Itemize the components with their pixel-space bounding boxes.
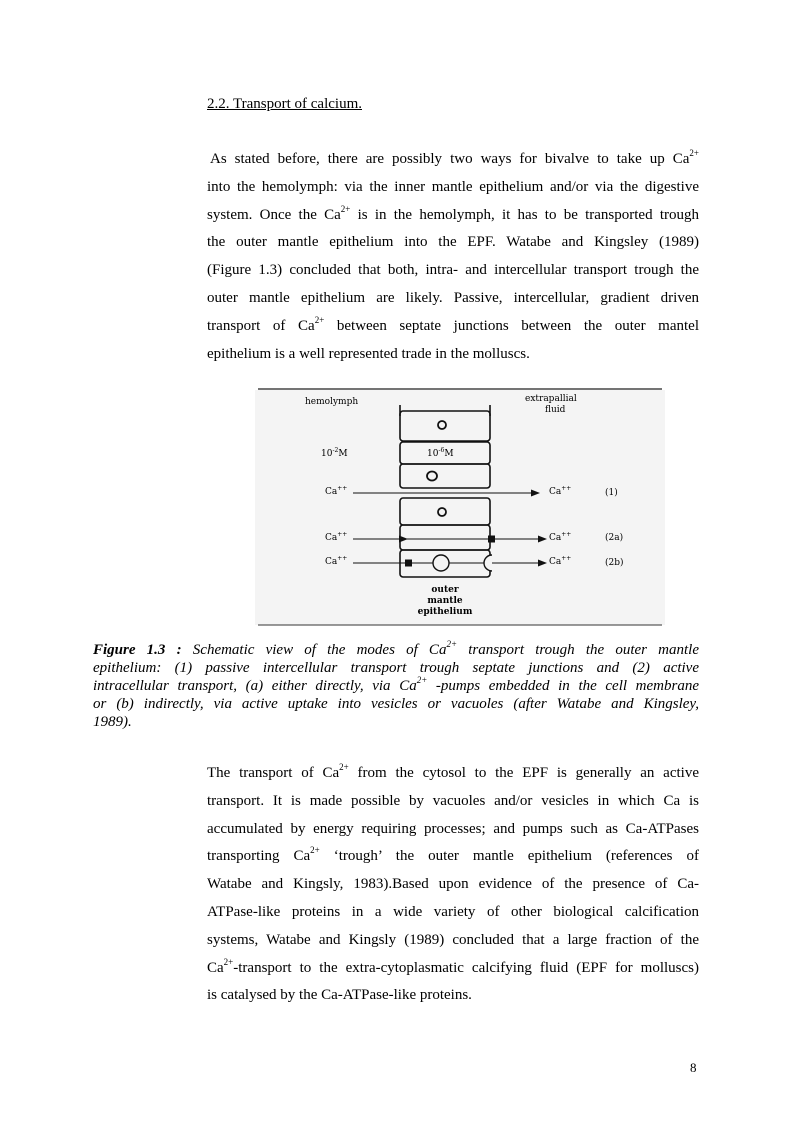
paragraph-1-line: outer mantle epithelium are likely. Passive, intercellular, gradient driven [207,289,699,306]
route-1-label: (1) [605,488,618,498]
paragraph-2-line: transport. It is made possible by vacuoles and/or vesicles in which Ca is [207,792,699,809]
route-2b-ion-right: Ca++ [549,555,572,567]
caption-line: Figure 1.3 : Schematic view of the modes of $Ca^{2+}$ transport trough the outer mantle [93,639,700,658]
paragraph-1-line: epithelium is a well represented trade in the molluscs. [207,345,530,362]
caption-label: Figure 1.3 : [93,642,182,658]
paragraph-1-line: into the hemolymph: via the inner mantle epithelium and/or via the digestive [207,178,699,195]
calcium-pump [488,536,495,543]
epf-label-line2: fluid [545,405,566,415]
paragraph-2-line: is catalysed by the Ca-ATPase-like proteins. [207,987,472,1004]
epf-label-line1: extrapallial [525,394,577,404]
route-2a-label: (2a) [605,533,624,543]
route-1-ion-right: Ca++ [549,485,572,497]
paragraph-1-line: the outer mantle epithelium into the EPF. Watabe and Kingsley (1989) [207,234,699,251]
paragraph-1 [207,146,699,368]
figure-background [255,390,665,625]
page-number: 8 [690,1060,697,1075]
paragraph-2-line: ATPase-like proteins in a wide variety of other biological calcification [207,903,699,920]
tissue-label-line1: outer [431,585,459,595]
paragraph-1-line: As stated before, there are possibly two ways for bivalve to take up $Ca^{2+}$ [210,148,699,167]
hemolymph-label: hemolymph [305,397,359,407]
paragraph-1-line: transport of $Ca^{2+}$ between septate junctions between the outer mantel [207,314,699,334]
tissue-label-line2: mantle [427,596,463,606]
section-heading: 2.2. Transport of calcium. [207,96,362,112]
caption-line: intracellular transport, (a) either directly, via $Ca^{2+}$ -pumps embedded in the cell membrane [93,675,699,694]
paragraph-2-line: $Ca^{2+}$-transport to the extra-cytoplasmatic calcifying fluid (EPF for molluscs) [207,956,699,976]
vesicle [433,555,449,571]
paragraph-2 [207,760,699,1010]
hemolymph-concentration: $10^{-2}M$ [321,447,348,459]
paragraph-2-line: transporting $Ca^{2+}$ ‘trough’ the outer mantle epithelium (references of [207,845,699,865]
epf-concentration: $10^{-6}M$ [427,447,454,459]
route-2a-ion-right: Ca++ [549,531,572,543]
caption-line: epithelium: (1) passive intercellular transport trough septate junctions and (2) active [93,660,699,676]
route-2b-ion-left: Ca++ [325,555,348,567]
vesicle-pump [405,560,412,567]
paragraph-1-line: (Figure 1.3) concluded that both, intra- and intercellular transport trough the [207,262,699,279]
caption-line: 1989). [93,714,132,730]
calcium-transport-diagram [255,380,665,630]
figure-1-3 [255,380,665,630]
tissue-label-line3: epithelium [417,607,473,617]
route-2a-ion-left: Ca++ [325,531,348,543]
paragraph-2-line: accumulated by energy requiring processes; and pumps such as Ca-ATPases [207,820,699,837]
figure-caption [93,641,699,731]
paragraph-1-line: system. Once the $Ca^{2+}$ is in the hemolymph, it has to be transported trough [207,203,699,223]
route-1-ion-left: Ca++ [325,485,348,497]
caption-line: or (b) indirectly, via active uptake into vesicles or vacuoles (after Watabe and Kingsley, [93,696,699,712]
paragraph-2-line: The transport of $Ca^{2+}$ from the cytosol to the EPF is generally an active [207,762,699,781]
route-2b-label: (2b) [605,558,624,568]
paragraph-2-line: systems, Watabe and Kingsly (1989) concluded that a large fraction of the [207,931,699,948]
paragraph-2-line: Watabe and Kingsly, 1983).Based upon evidence of the presence of Ca- [207,876,699,893]
